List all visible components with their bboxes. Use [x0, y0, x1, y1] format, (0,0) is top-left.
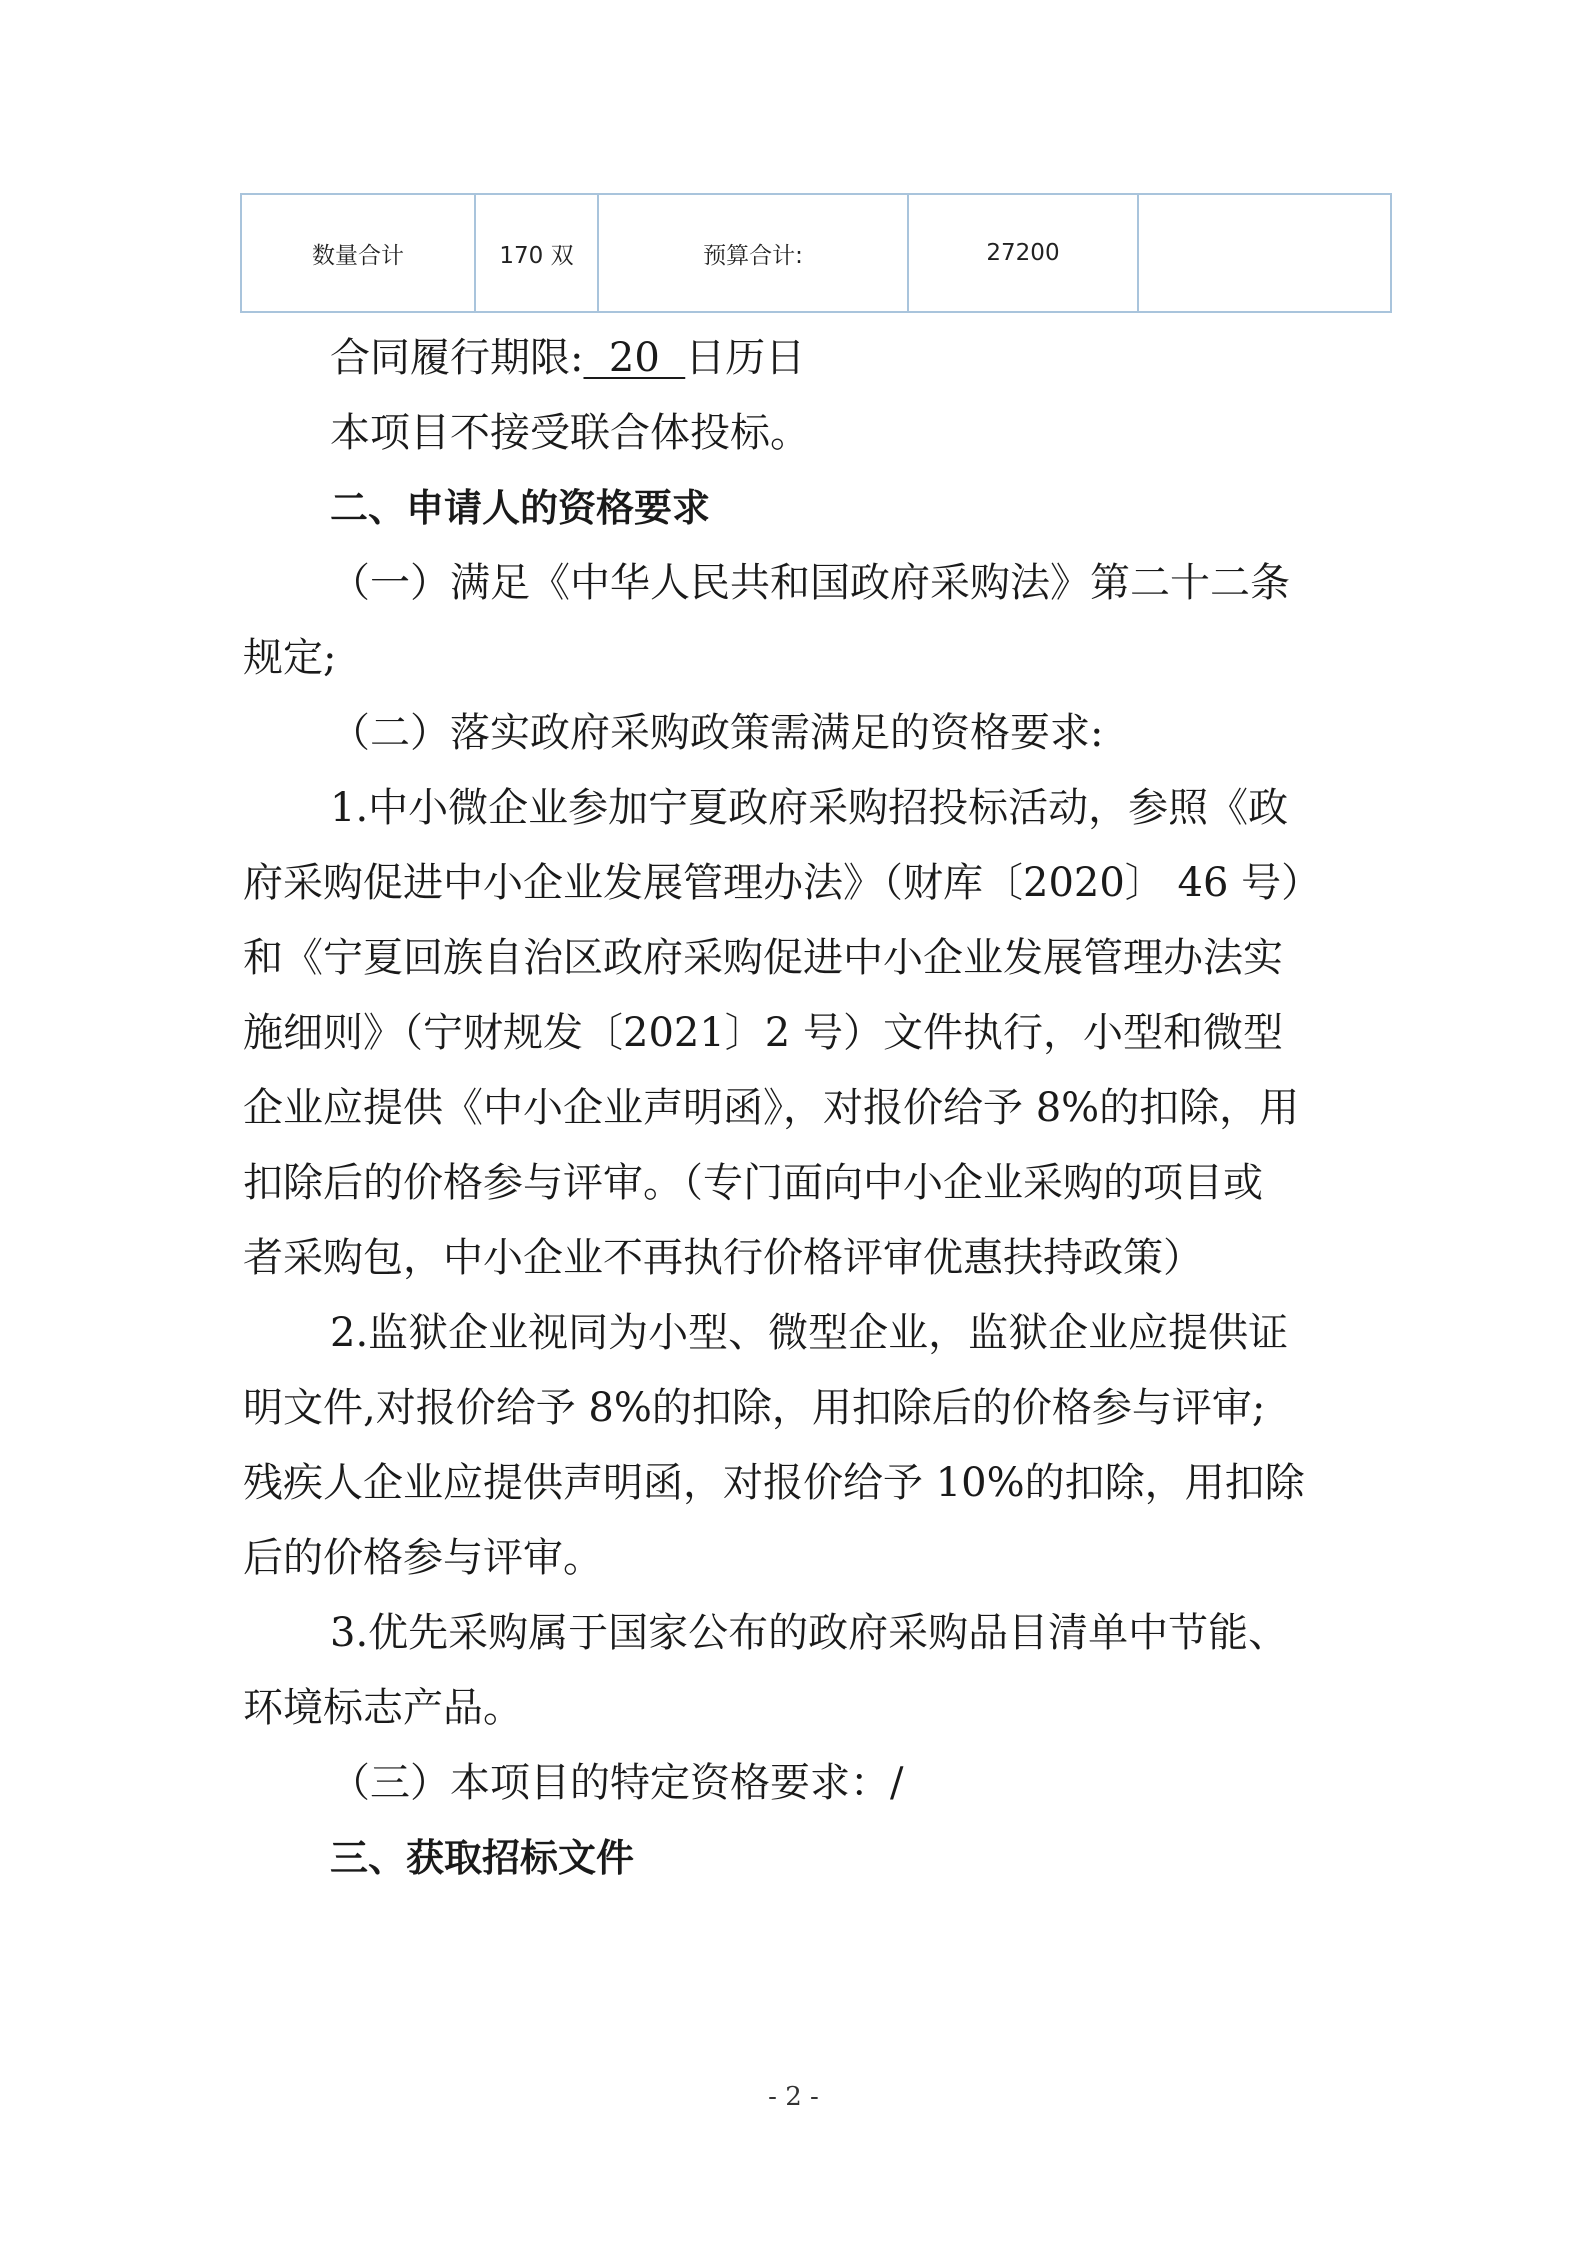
- joint-bid-notice: 本项目不接受联合体投标。: [330, 410, 810, 456]
- p3-line: 环境标志产品。: [243, 1685, 523, 1731]
- p1-line: 施细则》（宁财规发〔2021〕2 号）文件执行，小型和微型: [243, 1010, 1283, 1056]
- p1-line: 企业应提供《中小企业声明函》，对报价给予 8%的扣除，用: [243, 1085, 1300, 1131]
- qty-value-cell: 170 双: [475, 194, 598, 312]
- section2-heading: 二、申请人的资格要求: [330, 486, 711, 530]
- item3-line: （三）本项目的特定资格要求：/: [330, 1760, 904, 1806]
- table-row: [241, 194, 1391, 312]
- item1-line2: 规定;: [243, 635, 337, 681]
- contract-term-days: 20: [583, 335, 686, 381]
- page-number: - 2 -: [768, 2082, 819, 2112]
- p1-line: 和《宁夏回族自治区政府采购促进中小企业发展管理办法实: [243, 935, 1283, 981]
- p2-line: 明文件,对报价给予 8%的扣除，用扣除后的价格参与评审;: [243, 1385, 1266, 1431]
- p1-line: 者采购包，中小企业不再执行价格评审优惠扶持政策）: [243, 1235, 1203, 1281]
- p1-line: 府采购促进中小企业发展管理办法》（财库〔2020〕 46 号）: [243, 860, 1322, 906]
- summary-table: [240, 193, 1392, 313]
- empty-cell: [1138, 194, 1391, 312]
- p2-line: 残疾人企业应提供声明函，对报价给予 10%的扣除，用扣除: [243, 1460, 1305, 1506]
- qty-label-cell: 数量合计: [241, 194, 475, 312]
- contract-term: [330, 334, 805, 382]
- item2-intro: （二）落实政府采购政策需满足的资格要求:: [330, 710, 1104, 756]
- budget-value-cell: 27200: [908, 194, 1138, 312]
- p3-line: 3.优先采购属于国家公布的政府采购品目清单中节能、: [330, 1610, 1289, 1656]
- budget-label-cell: 预算合计:: [598, 194, 908, 312]
- item1-line1: （一）满足《中华人民共和国政府采购法》第二十二条: [330, 560, 1290, 606]
- p1-line: 1.中小微企业参加宁夏政府采购招投标活动，参照《政: [330, 785, 1289, 831]
- p2-line: 后的价格参与评审。: [243, 1535, 603, 1581]
- p2-line: 2.监狱企业视同为小型、微型企业，监狱企业应提供证: [330, 1310, 1289, 1356]
- p1-line: 扣除后的价格参与评审。（专门面向中小企业采购的项目或: [243, 1160, 1263, 1206]
- section3-heading: 三、获取招标文件: [330, 1836, 635, 1880]
- contract-term-suffix: 日历日: [685, 335, 806, 381]
- contract-term-prefix: 合同履行期限:: [330, 335, 584, 381]
